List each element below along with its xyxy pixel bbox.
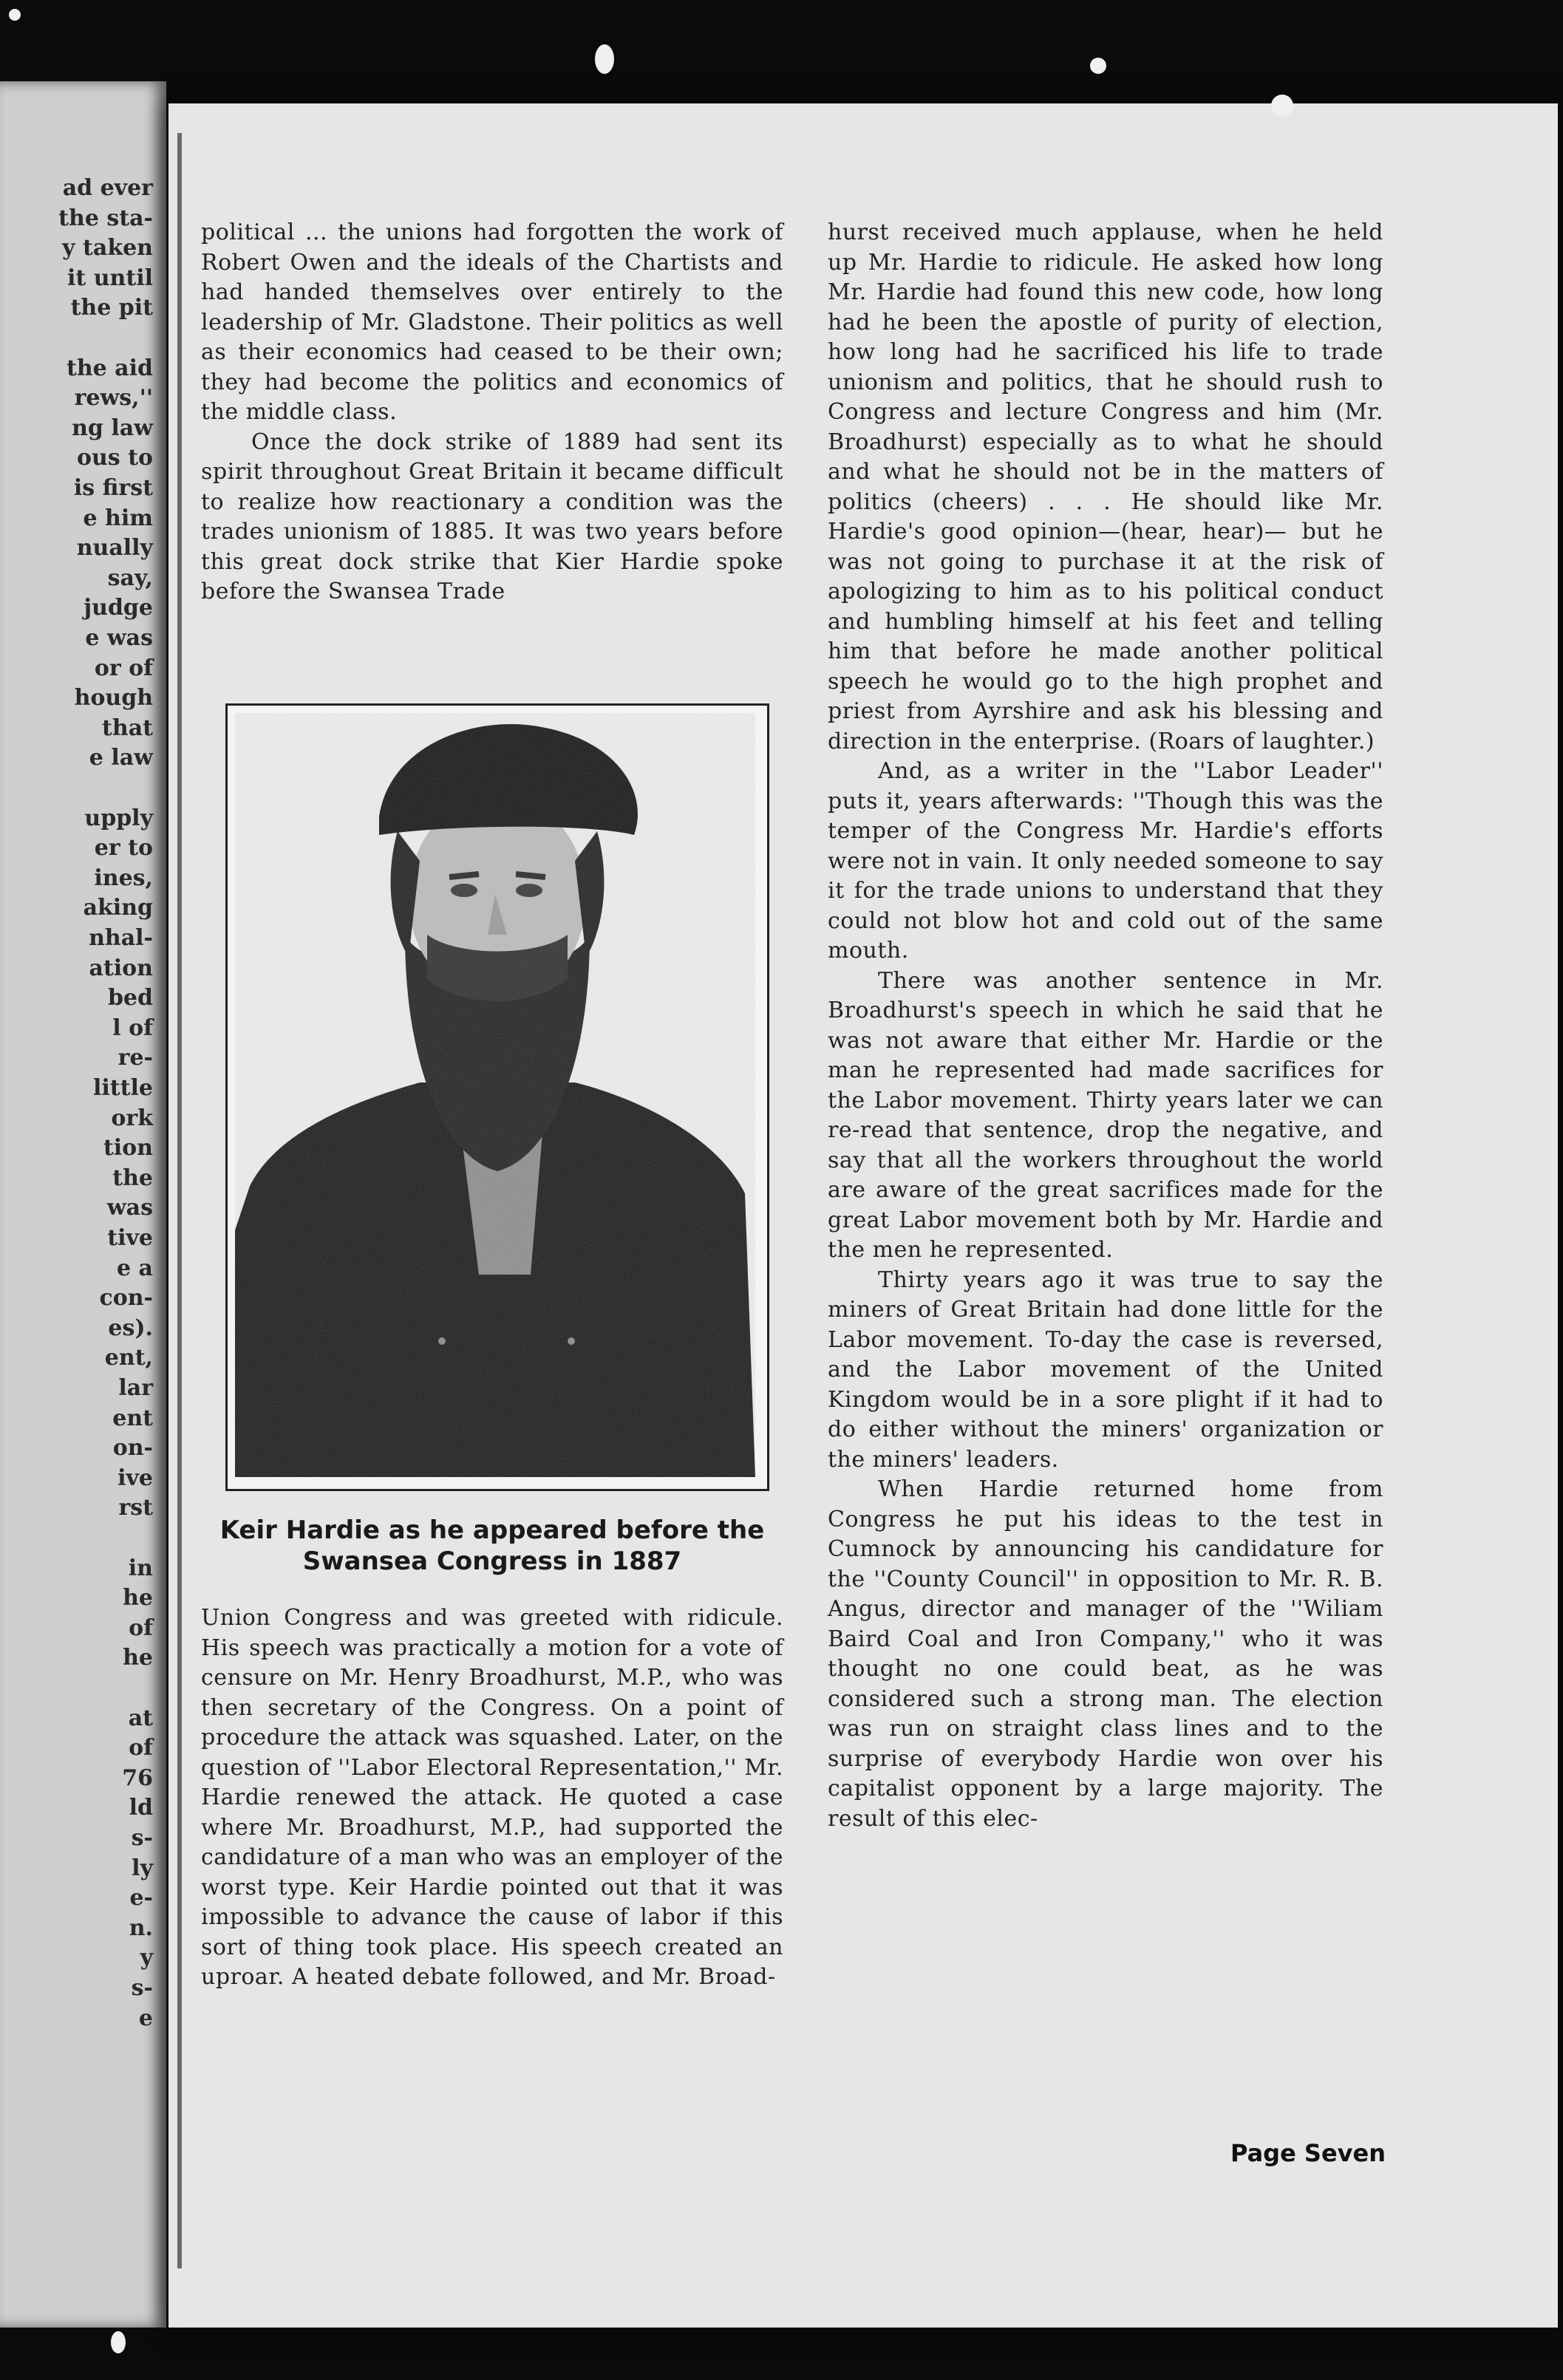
previous-page-text-fragment: e was — [85, 625, 153, 651]
previous-page-text-fragment: he — [123, 1585, 153, 1612]
previous-page-text-fragment: 76 — [122, 1764, 153, 1791]
previous-page-text-fragment: es). — [108, 1315, 153, 1341]
previous-page-text-fragment: aking — [83, 895, 153, 921]
previous-page-text-fragment: e law — [89, 745, 153, 771]
previous-page-text-fragment: rst — [118, 1495, 153, 1521]
previous-page-text-fragment: er to — [94, 835, 153, 862]
page-number: Page Seven — [1230, 2139, 1386, 2167]
previous-page-text-fragment: or of — [94, 655, 153, 681]
previous-page-text-fragment: ng law — [72, 415, 153, 441]
previous-page-text-fragment: lar — [118, 1375, 153, 1401]
previous-page-text-fragment: the pit — [70, 295, 153, 321]
article-paragraph: When Hardie returned home from Congress he put his ideas to the test in Cumnock by announcing his candidature for the ''County Council'' in opposition to Mr. R. B. Angus, director and manager of the ''Wiliam Baird Coal and Iron Company,'' who it was thought no one could beat, as he was considered such a strong man. The election was run on straight class lines and to the surprise of everybody Hardie won over his capitalist opponent by a large majority. The result of this elec- — [828, 1476, 1383, 1832]
previous-page-text-fragment: bed — [107, 985, 153, 1012]
previous-page-text-fragment: the sta- — [58, 205, 153, 231]
previous-page-text-fragment: s- — [131, 1975, 153, 2001]
previous-page-text-fragment: judge — [84, 595, 153, 621]
previous-page-text-fragment: on- — [112, 1435, 153, 1462]
previous-page-text-fragment: he — [123, 1645, 153, 1671]
previous-page-text-fragment: e- — [129, 1885, 153, 1912]
previous-page-text-fragment: ous to — [76, 445, 153, 471]
article-paragraph: hurst received much applause, when he held up Mr. Hardie to ridicule. He asked how long Mr. Hardie had found this new code, how long had he been the apostle of purity of election, how long had he sacrificed his life to trade unionism and politics, that he should rush to Congress and lecture Congress and him (Mr. Broadhurst) especially as to what he should and what he should not be in the matters of politics (cheers) . . . He should like Mr. Hardie's good opinion—(hear, hear)— but he was not going to purchase it at the risk of apologizing to him as to his political conduct and humbling himself at his feet and telling him that before he made another political speech he would go to the high prophet and priest from Ayrshire and ask his blessing and direction in the enterprise. (Roars of laughter.) — [828, 219, 1383, 754]
article-paragraph: There was another sentence in Mr. Broadhurst's speech in which he said that he was not aware that either Mr. Hardie or the man he represented had made sacrifices for the Labor movement. Thirty years later we can re-read that sentence, drop the negative, and say that all the workers throughout the world are aware of the great sacrifices made for the great Labor movement both by Mr. Hardie and the men he represented. — [828, 967, 1383, 1263]
column-1-bottom — [201, 1603, 783, 1993]
previous-page-text-fragment: re- — [118, 1045, 153, 1071]
previous-page-text-fragment: l of — [112, 1015, 153, 1041]
previous-page-text-fragment: ad ever — [62, 175, 153, 201]
previous-page-text-fragment: tion — [103, 1135, 153, 1162]
article-paragraph: Thirty years ago it was true to say the miners of Great Britain had done little for the Labor movement. To-day the case is reversed, and the Labor movement of the United Kingdom would be in a sore plight if it had to do either without the miners' organization or the miners' leaders. — [828, 1266, 1383, 1473]
previous-page-text-fragment: e him — [83, 505, 153, 531]
previous-page-text-fragment: ation — [89, 955, 153, 981]
previous-page-text-fragment: the aid — [66, 355, 153, 381]
previous-page-text-fragment: upply — [84, 805, 153, 831]
previous-page-text-fragment: n. — [129, 1914, 153, 1941]
previous-page-text-fragment: ork — [111, 1105, 153, 1131]
previous-page-text-fragment: that — [102, 715, 153, 741]
previous-page-text-fragment: e — [138, 2005, 153, 2031]
previous-page-text-fragment: nhal- — [89, 925, 153, 951]
previous-page-text-fragment: at — [128, 1705, 153, 1731]
previous-page-text-fragment: ines, — [94, 865, 153, 891]
previous-page-text-fragment: ly — [132, 1855, 153, 1881]
previous-page-text-fragment: ent, — [104, 1345, 153, 1371]
previous-page-text-fragment: nually — [76, 535, 153, 562]
previous-page-text-fragment: of — [129, 1614, 153, 1641]
previous-page-text-fragment: con- — [99, 1285, 153, 1312]
previous-page-edge — [0, 81, 166, 2328]
previous-page-text-fragment: tive — [107, 1225, 153, 1251]
article-paragraph: Once the dock strike of 1889 had sent its spirit throughout Great Britain it became difficult to realize how reactionary a condition was the trades unionism of 1885. It was two years before this great dock strike that Kier Hardie spoke before the Swansea Trade — [201, 429, 783, 604]
previous-page-text-fragment: it until — [67, 265, 153, 291]
article-paragraph: political ... the unions had forgotten the work of Robert Owen and the ideals of the Chartists and had handed themselves over entirely to the leadership of Mr. Gladstone. Their politics as well as their economics had ceased to be their own; they had become the politics and economics of the middle class. — [201, 219, 783, 425]
article-paragraph: And, as a writer in the ''Labor Leader'' puts it, years afterwards: ''Though this was the temper of the Congress Mr. Hardie's efforts were not in vain. It only needed someone to say it for the trade unions to understand that they could not blow hot and cold out of the same mouth. — [828, 758, 1383, 964]
previous-page-text-fragment: y — [140, 1945, 153, 1971]
previous-page-text-fragment: of — [129, 1735, 153, 1762]
column-2 — [828, 218, 1383, 1834]
portrait-photo — [225, 703, 769, 1491]
previous-page-text-fragment: little — [93, 1075, 153, 1101]
previous-page-text-fragment: hough — [74, 685, 153, 712]
previous-page-text-fragment: was — [106, 1195, 153, 1221]
column-1-top — [201, 218, 783, 607]
portrait-image — [235, 713, 755, 1477]
photo-caption: Keir Hardie as he appeared before the Swansea Congress in 1887 — [219, 1515, 765, 1576]
previous-page-text-fragment: s- — [131, 1825, 153, 1851]
previous-page-text-fragment: in — [128, 1555, 153, 1581]
previous-page-text-fragment: rews,'' — [74, 385, 153, 412]
article-paragraph: Union Congress and was greeted with ridicule. His speech was practically a motion for a vote of censure on Mr. Henry Broadhurst, M.P., who was then secretary of the Congress. On a point of procedure the attack was squashed. Later, on the question of ''Labor Electoral Representation,'' Mr. Hardie renewed the attack. He quoted a case where Mr. Broadhurst, M.P., had supported the candidature of a man who was an employer of the worst type. Keir Hardie pointed out that it was impossible to advance the cause of labor if this sort of thing took place. His speech created an uproar. A heated debate followed, and Mr. Broad- — [201, 1605, 783, 1990]
previous-page-text-fragment: ive — [118, 1465, 153, 1491]
previous-page-text-fragment: ld — [129, 1795, 153, 1821]
previous-page-text-fragment: is first — [73, 475, 153, 501]
previous-page-text-fragment: the — [112, 1165, 153, 1191]
previous-page-text-fragment: ent — [112, 1405, 153, 1431]
previous-page-text-fragment: say, — [107, 565, 153, 591]
previous-page-text-fragment: e a — [117, 1255, 153, 1281]
previous-page-text-fragment: y taken — [62, 235, 153, 262]
column-rule — [177, 133, 182, 2268]
